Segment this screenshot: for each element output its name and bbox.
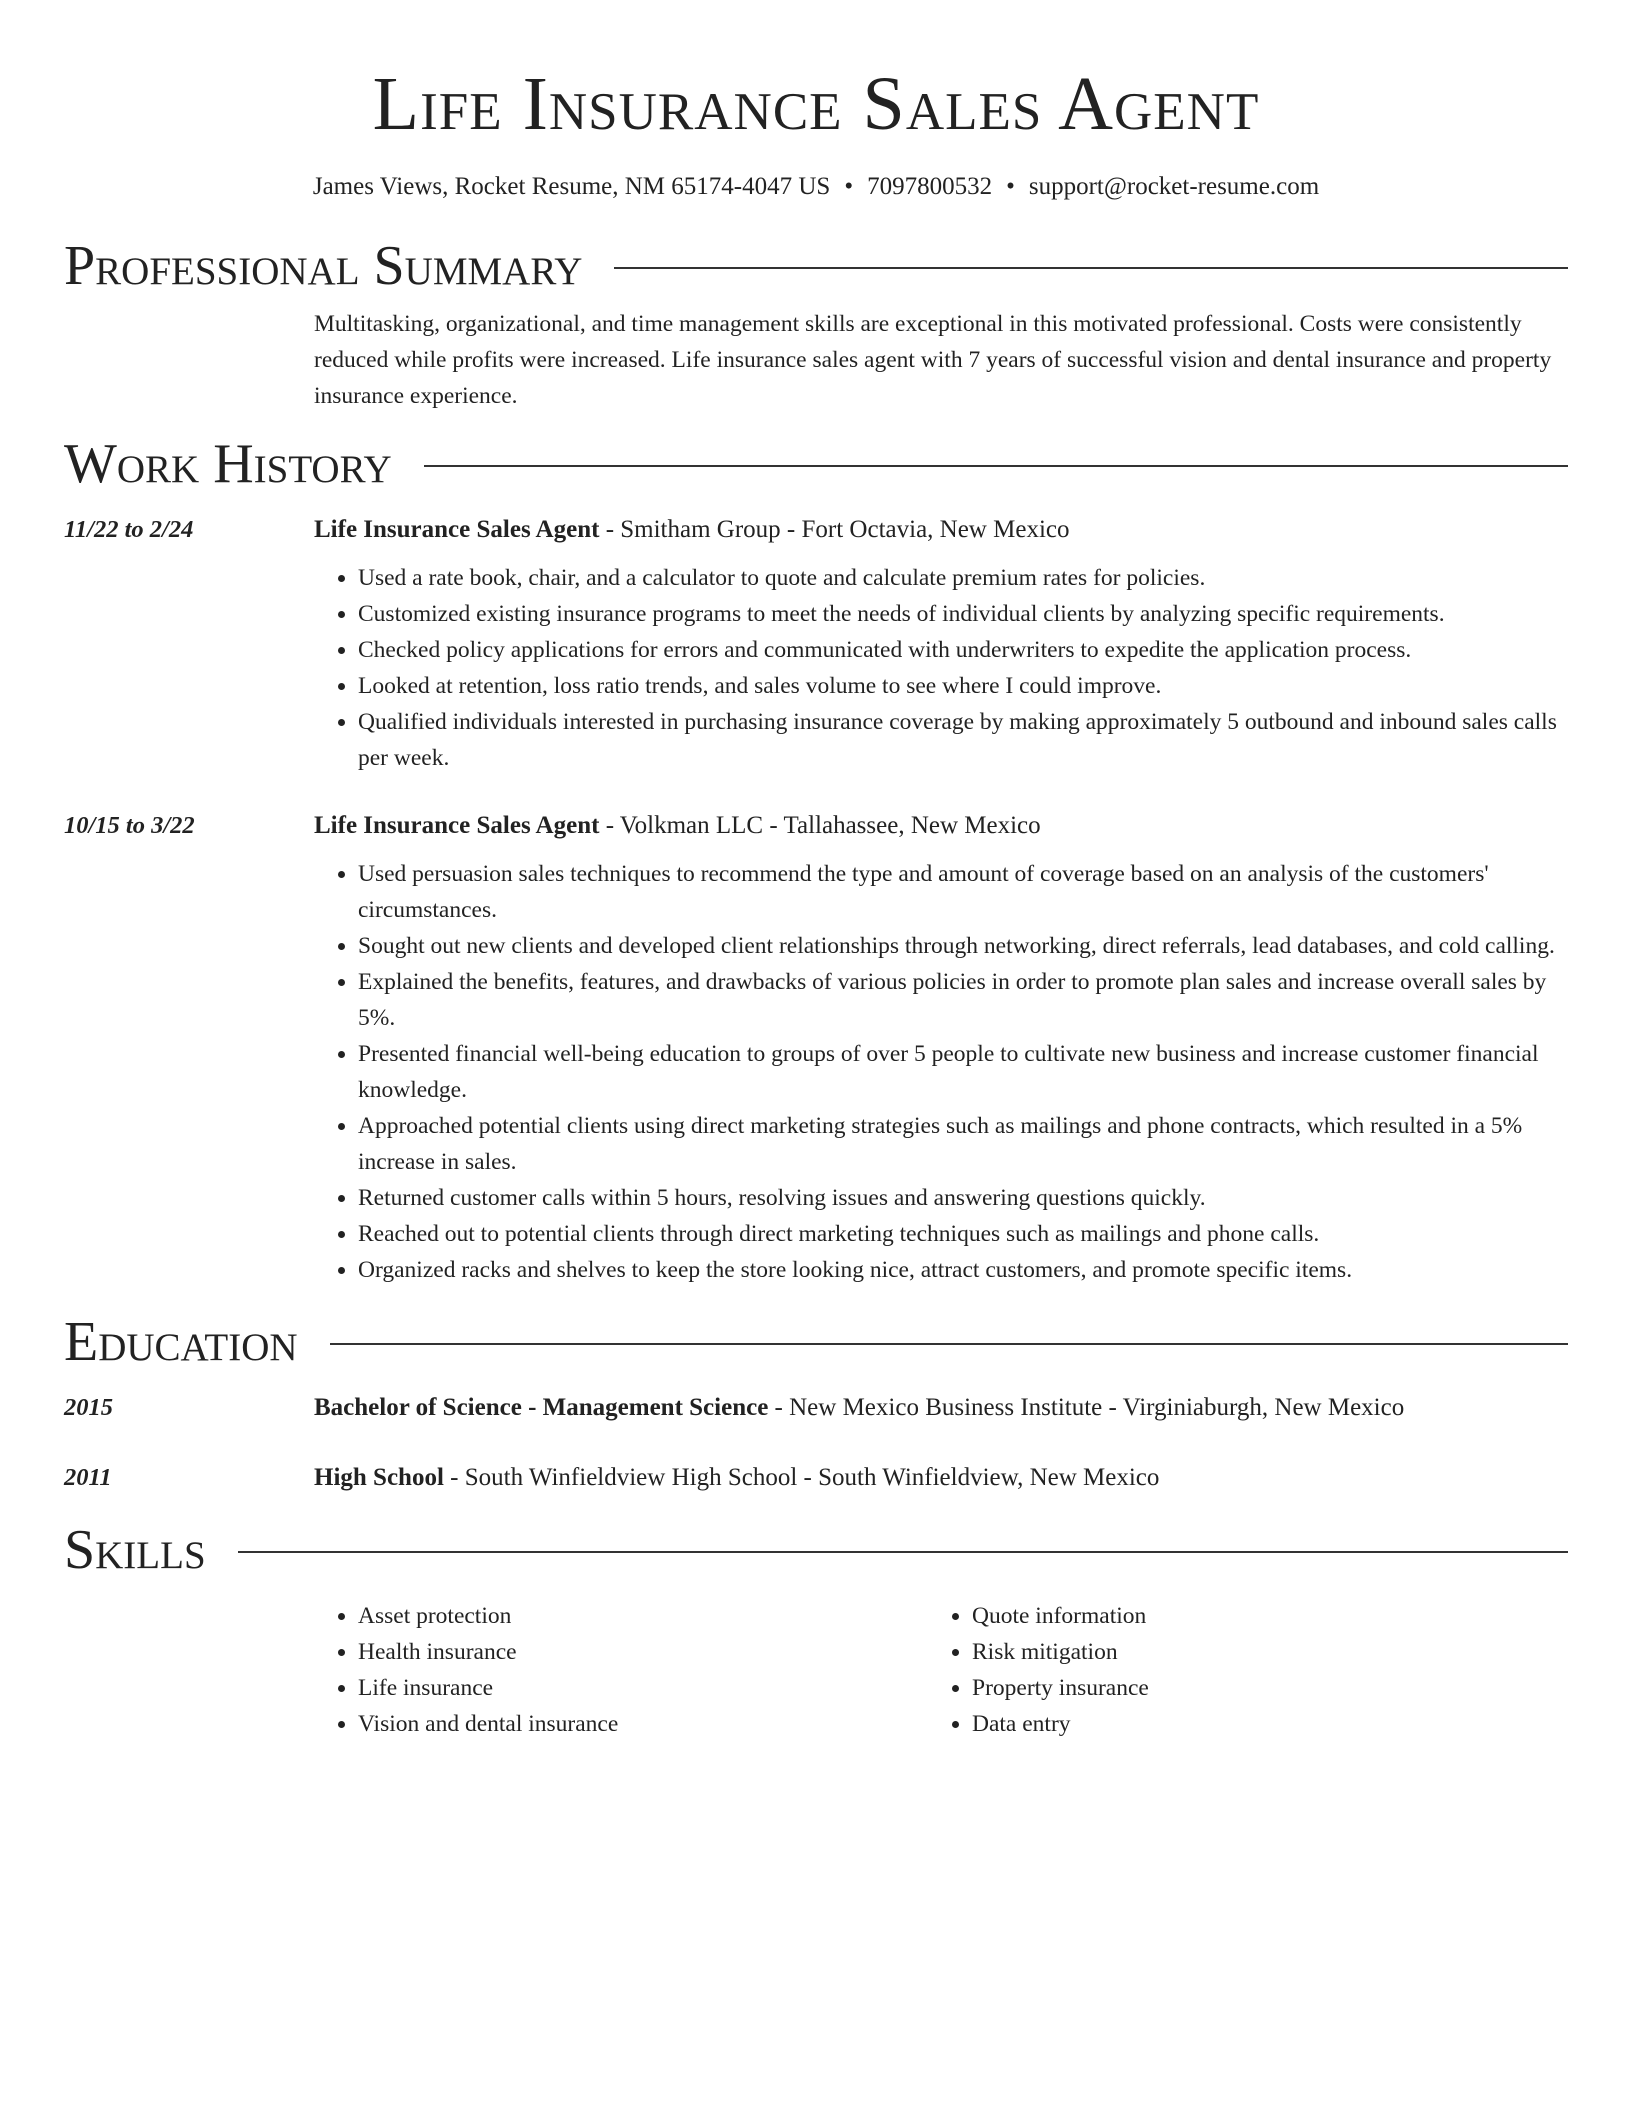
- section-divider: [614, 267, 1568, 269]
- job-title-line: [314, 808, 1568, 844]
- education-entry: [64, 1460, 1568, 1496]
- contact-separator: •: [844, 173, 854, 200]
- job-body: [314, 808, 1568, 1288]
- resume-name: Life Insurance Sales Agent: [372, 62, 1260, 146]
- job-bullet: • Used a rate book, chair, and a calculator to quote and calculate premium rates for policies.: [358, 560, 1568, 596]
- job-details: - Smitham Group - Fort Octavia, New Mexico: [599, 516, 1070, 543]
- skill-item: • Vision and dental insurance: [358, 1706, 928, 1742]
- skill-item: • Asset protection: [358, 1598, 928, 1634]
- skills-column-right: [928, 1598, 1532, 1742]
- skill-item: • Risk mitigation: [972, 1634, 1532, 1670]
- job-bullet: • Reached out to potential clients through direct marketing techniques such as mailings and phone calls.: [358, 1216, 1568, 1252]
- contact-phone: 7097800532: [867, 173, 993, 200]
- work-section-title: Work History: [64, 433, 392, 495]
- skill-item: • Data entry: [972, 1706, 1532, 1742]
- skill-item: • Health insurance: [358, 1634, 928, 1670]
- contact-email: support@rocket-resume.com: [1028, 173, 1320, 200]
- education-details: - New Mexico Business Institute - Virginiaburgh, New Mexico: [768, 1394, 1405, 1421]
- job-bullet: • Returned customer calls within 5 hours, resolving issues and answering questions quickly.: [358, 1180, 1568, 1216]
- contact-address: James Views, Rocket Resume, NM 65174-4047 US: [312, 173, 831, 200]
- summary-section-header: [64, 234, 1568, 298]
- summary-section-title: Professional Summary: [64, 235, 583, 297]
- skill-item: • Property insurance: [972, 1670, 1532, 1706]
- section-divider: [330, 1343, 1568, 1345]
- job-bullet: • Qualified individuals interested in purchasing insurance coverage by making approximately 5 outbound and inbound sales calls per week.: [358, 704, 1568, 776]
- education-section-title: Education: [64, 1311, 298, 1373]
- skills-section-title: Skills: [64, 1519, 206, 1581]
- skills-column-left: [314, 1598, 928, 1742]
- job-entry: [64, 808, 1568, 1288]
- job-bullet: • Used persuasion sales techniques to recommend the type and amount of coverage based on an analysis of the customers' circumstances.: [358, 856, 1568, 928]
- contact-line: [64, 170, 1568, 204]
- skills-section-header: [64, 1518, 1568, 1582]
- education-details: - South Winfieldview High School - South Winfieldview, New Mexico: [443, 1464, 1160, 1491]
- education-degree: High School: [314, 1464, 444, 1491]
- job-bullet: • Looked at retention, loss ratio trends, and sales volume to see where I could improve.: [358, 668, 1568, 704]
- job-entry: [64, 512, 1568, 776]
- job-bullet: • Approached potential clients using direct marketing strategies such as mailings and phone contracts, which resulted in a 5% increase in sales.: [358, 1108, 1568, 1180]
- education-body: [314, 1390, 1568, 1426]
- education-title-line: [314, 1390, 1568, 1426]
- job-bullet: • Presented financial well-being education to groups of over 5 people to cultivate new business and increase customer financial knowledge.: [358, 1036, 1568, 1108]
- job-bullet-list: [314, 856, 1568, 1288]
- education-title-line: [314, 1460, 1568, 1496]
- work-section-header: [64, 432, 1568, 496]
- education-body: [314, 1460, 1568, 1496]
- education-year: 2015: [64, 1394, 113, 1421]
- education-degree: Bachelor of Science - Management Science: [314, 1394, 769, 1421]
- summary-text: Multitasking, organizational, and time management skills are exceptional in this motivated professional. Costs were consistently reduced while profits were increased. Life insurance sales agent with 7 years of successful vision and dental insurance and property insurance experience.: [314, 311, 1552, 409]
- education-section-header: [64, 1310, 1568, 1374]
- job-bullet: • Organized racks and shelves to keep the store looking nice, attract customers, and promote specific items.: [358, 1252, 1568, 1288]
- job-position: Life Insurance Sales Agent: [314, 812, 600, 839]
- skill-item: • Quote information: [972, 1598, 1532, 1634]
- section-divider: [238, 1551, 1568, 1553]
- job-dates: 11/22 to 2/24: [64, 516, 194, 543]
- job-bullet: • Explained the benefits, features, and drawbacks of various policies in order to promote plan sales and increase overall sales by 5%.: [358, 964, 1568, 1036]
- education-entry: [64, 1390, 1568, 1426]
- education-year: 2011: [64, 1464, 112, 1491]
- skills-grid: [314, 1598, 1568, 1742]
- job-position: Life Insurance Sales Agent: [314, 516, 600, 543]
- job-details: - Volkman LLC - Tallahassee, New Mexico: [599, 812, 1041, 839]
- job-dates: 10/15 to 3/22: [64, 812, 195, 839]
- job-title-line: [314, 512, 1568, 548]
- skill-item: • Life insurance: [358, 1670, 928, 1706]
- contact-separator: •: [1006, 173, 1015, 200]
- job-bullet: • Customized existing insurance programs to meet the needs of individual clients by analyzing specific requirements.: [358, 596, 1568, 632]
- section-divider: [424, 465, 1568, 467]
- job-bullet: • Checked policy applications for errors and communicated with underwriters to expedite the application process.: [358, 632, 1568, 668]
- resume-page: [64, 0, 1568, 1742]
- job-bullet: • Sought out new clients and developed client relationships through networking, direct referrals, lead databases, and cold calling.: [358, 928, 1568, 964]
- job-body: [314, 512, 1568, 776]
- job-bullet-list: [314, 560, 1568, 776]
